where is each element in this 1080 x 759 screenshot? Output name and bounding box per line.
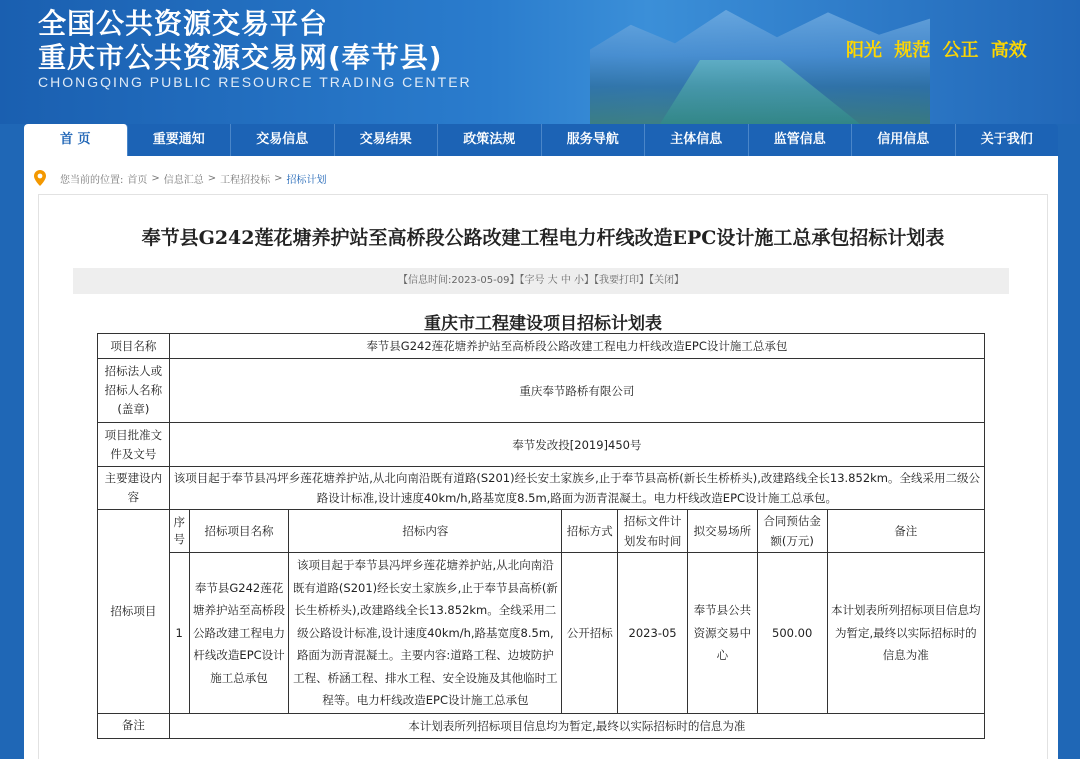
breadcrumb-current[interactable]: 招标计划 xyxy=(286,174,327,186)
breadcrumb xyxy=(34,170,331,186)
column-header-method: 招标方式 xyxy=(562,510,618,553)
article-info-bar xyxy=(73,268,1009,294)
breadcrumb-info-summary[interactable]: 信息汇总 xyxy=(163,174,204,186)
nav-item-home[interactable]: 首 页 xyxy=(24,124,128,156)
table-row xyxy=(98,359,985,423)
content-value: 该项目起于奉节县冯坪乡莲花塘养护站,从北向南沿既有道路(S201)经长安土家族乡,止于奉节县高桥(新长生桥桥头),改建路线全长13.852km。全线采用二级公路设计标准,设计速度40km/h,路基宽度8.5m,路面为沥青混凝土。电力杆线改造EPC设计施工总承包。 xyxy=(169,467,984,510)
row-method: 公开招标 xyxy=(562,553,618,714)
column-header-seq: 序号 xyxy=(169,510,189,553)
font-size-end: 】 xyxy=(584,275,595,286)
row-publish-time: 2023-05 xyxy=(618,553,688,714)
column-header-content: 招标内容 xyxy=(289,510,562,553)
nav-item-policies[interactable]: 政策法规 xyxy=(438,124,542,156)
site-slogan: 阳光 规范 公正 高效 xyxy=(846,40,1027,61)
breadcrumb-home[interactable]: 首页 xyxy=(127,174,148,186)
row-place: 奉节县公共资源交易中心 xyxy=(688,553,758,714)
nav-item-credit[interactable]: 信用信息 xyxy=(852,124,956,156)
nav-item-service-guide[interactable]: 服务导航 xyxy=(542,124,646,156)
close-link[interactable]: 【关闭】 xyxy=(649,275,685,286)
column-header-amount: 合同预估金额(万元) xyxy=(757,510,827,553)
location-pin-icon xyxy=(34,170,46,186)
main-nav xyxy=(24,124,1058,156)
project-name-label: 项目名称 xyxy=(98,334,170,359)
remark-value: 本计划表所列招标项目信息均为暂定,最终以实际招标时的信息为准 xyxy=(169,713,984,738)
print-link[interactable]: 【我要打印】 xyxy=(594,275,650,286)
nav-item-entity-info[interactable]: 主体信息 xyxy=(645,124,749,156)
project-name-value: 奉节县G242莲花塘养护站至高桥段公路改建工程电力杆线改造EPC设计施工总承包 xyxy=(169,334,984,359)
info-time-label: 【信息时间: xyxy=(397,275,452,286)
column-header-name: 招标项目名称 xyxy=(189,510,289,553)
nav-item-trade-info[interactable]: 交易信息 xyxy=(231,124,335,156)
breadcrumb-prefix: 您当前的位置: xyxy=(60,174,124,186)
breadcrumb-separator: > xyxy=(207,172,217,184)
table-row xyxy=(98,553,985,714)
nav-item-supervision[interactable]: 监管信息 xyxy=(749,124,853,156)
breadcrumb-separator: > xyxy=(274,172,283,184)
table-row xyxy=(98,334,985,359)
nav-item-trade-results[interactable]: 交易结果 xyxy=(335,124,439,156)
table-header-row xyxy=(98,510,985,553)
font-size-label: 【字号 xyxy=(519,275,545,286)
column-header-note: 备注 xyxy=(827,510,984,553)
header-banner xyxy=(0,0,1080,124)
breadcrumb-engineering-bidding[interactable]: 工程招投标 xyxy=(220,174,271,186)
tender-items-label: 招标项目 xyxy=(98,510,170,714)
site-title: 全国公共资源交易平台 xyxy=(38,7,329,40)
table-row xyxy=(98,423,985,467)
plan-table-title: 重庆市工程建设项目招标计划表 xyxy=(424,314,662,334)
font-size-medium-link[interactable]: 中 xyxy=(560,275,571,286)
column-header-publish-time: 招标文件计划发布时间 xyxy=(618,510,688,553)
row-amount: 500.00 xyxy=(757,553,827,714)
site-english-title: CHONGQING PUBLIC RESOURCE TRADING CENTER xyxy=(38,74,472,90)
nav-item-about[interactable]: 关于我们 xyxy=(980,132,1033,147)
row-name: 奉节县G242莲花塘养护站至高桥段公路改建工程电力杆线改造EPC设计施工总承包 xyxy=(189,553,289,714)
info-time-end: 】 xyxy=(509,275,520,286)
table-row xyxy=(98,713,985,738)
row-content: 该项目起于奉节县冯坪乡莲花塘养护站,从北向南沿既有道路(S201)经长安土家族乡,止于奉节县高桥(新长生桥桥头),改建路线全长13.852km。全线采用二级公路设计标准,设计速度40km/h,路基宽度8.5m,路面为沥青混凝土。主要内容:道路工程、边坡防护工程、桥涵工程、排水工程、安全设施及其他临时工程等。电力杆线改造EPC设计施工总承包 xyxy=(289,553,562,714)
tenderer-value: 重庆奉节路桥有限公司 xyxy=(169,359,984,423)
tenderer-label: 招标法人或招标人名称(盖章) xyxy=(98,359,170,423)
nav-item-notices[interactable]: 重要通知 xyxy=(128,124,232,156)
font-size-small-link[interactable]: 小 xyxy=(574,275,585,286)
row-note: 本计划表所列招标项目信息均为暂定,最终以实际招标时的信息为准 xyxy=(827,553,984,714)
content-label: 主要建设内容 xyxy=(98,467,170,510)
site-subtitle: 重庆市公共资源交易网(奉节县) xyxy=(38,41,443,74)
article-container xyxy=(38,194,1048,759)
page-body xyxy=(24,156,1058,759)
remark-label: 备注 xyxy=(98,713,170,738)
article-title: 奉节县G242莲花塘养护站至高桥段公路改建工程电力杆线改造EPC设计施工总承包招标计划表 xyxy=(141,227,945,249)
font-size-large-link[interactable]: 大 xyxy=(547,275,558,286)
column-header-place: 拟交易场所 xyxy=(688,510,758,553)
table-row xyxy=(98,467,985,510)
plan-table xyxy=(97,333,985,739)
info-time-value: 2023-05-09 xyxy=(451,275,510,286)
approval-label: 项目批准文件及文号 xyxy=(98,423,170,467)
breadcrumb-separator: > xyxy=(151,172,160,184)
approval-value: 奉节发改投[2019]450号 xyxy=(169,423,984,467)
row-seq: 1 xyxy=(169,553,189,714)
